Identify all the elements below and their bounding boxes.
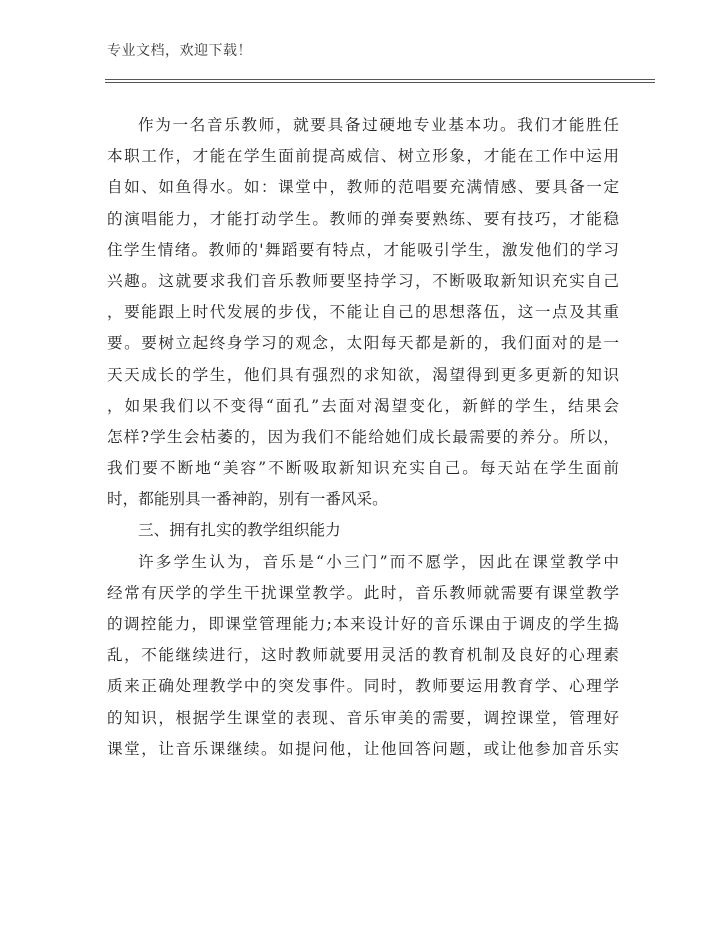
text-line: 怎样?学生会枯萎的，因为我们不能给她们成长最需要的养分。所以， [107,427,619,446]
text-line: 天天成长的学生，他们具有强烈的求知欲，渴望得到更多更新的知识 [107,365,619,384]
text-line: 的调控能力，即课堂管理能力;本来设计好的音乐课由于调皮的学生捣 [107,615,619,633]
text-line: 时，都能别具一番神韵，别有一番风采。 [107,490,388,509]
text-line: 课堂，让音乐课继续。如提问他，让他回答问题，或让他参加音乐实 [107,739,619,758]
text-line: 本职工作，才能在学生面前提高威信、树立形象，才能在工作中运用 [107,147,619,166]
text-line: 自如、如鱼得水。如：课堂中，教师的范唱要充满情感、要具备一定 [107,178,619,197]
header-rule-bottom [105,82,655,83]
text-line: 作为一名音乐教师，就要具备过硬地专业基本功。我们才能胜任 [138,116,619,134]
text-line: 经常有厌学的学生干扰课堂教学。此时，音乐教师就需要有课堂教学 [107,583,619,602]
text-line: 我们要不断地“美容”不断吸取新知识充实自己。每天站在学生面前 [107,459,619,478]
text-line: 要。要树立起终身学习的观念，太阳每天都是新的，我们面对的是一 [107,334,619,353]
text-line: ，要能跟上时代发展的步伐，不能让自己的思想落伍，这一点及其重 [107,303,619,322]
text-line: 住学生情绪。教师的'舞蹈要有特点，才能吸引学生，激发他们的学习 [107,240,619,259]
body-text [107,110,619,765]
text-line: 的演唱能力，才能打动学生。教师的弹奏要熟练、要有技巧，才能稳 [107,209,619,228]
text-line: 质来正确处理教学中的突发事件。同时，教师要运用教育学、心理学 [107,677,619,696]
text-line: 许多学生认为，音乐是“小三门”而不愿学，因此在课堂教学中 [138,552,619,571]
text-line: 三、拥有扎实的教学组织能力 [138,521,341,540]
text-line: ，如果我们以不变得“面孔”去面对渴望变化，新鲜的学生，结果会 [107,396,619,415]
text-line: 的知识，根据学生课堂的表现、音乐审美的需要，调控课堂，管理好 [107,708,619,727]
page-header: 专业文档，欢迎下载！ [107,43,252,59]
text-line: 乱，不能继续进行，这时教师就要用灵活的教育机制及良好的心理素 [107,646,619,665]
text-line: 兴趣。这就要求我们音乐教师要坚持学习，不断吸取新知识充实自己 [107,271,619,290]
header-rule-top [105,79,655,80]
